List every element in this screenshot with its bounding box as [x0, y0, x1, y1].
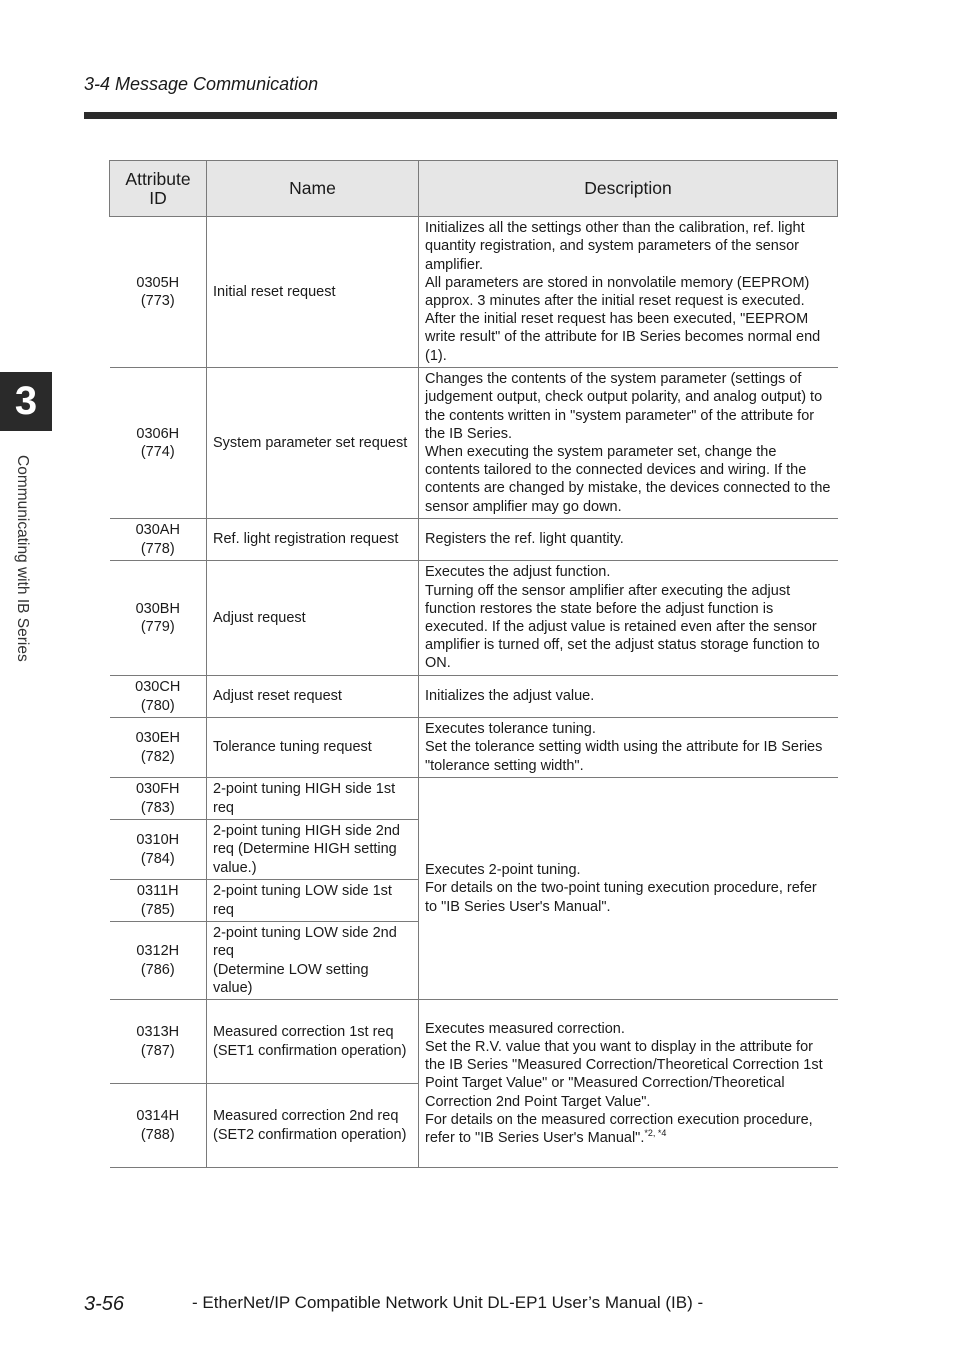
attribute-id-cell: 030FH (783) [110, 778, 207, 820]
table-row [110, 561, 838, 676]
table-row [110, 1000, 838, 1084]
measured-correction-text: Executes measured correction. Set the R.V. value that you want to display in the attribute for the IB Series "Measured Correction/Theoretical Correction 1st Point Target Value" or "Measured Correction/Theoretical Correction 2nd Point Target Value". For details on the measured correction execution procedure, refer to "IB Series User's Manual". [425, 1020, 823, 1146]
name-cell: Initial reset request [207, 217, 419, 368]
header-attribute-id: Attribute ID [110, 161, 207, 217]
name-cell: Adjust request [207, 561, 419, 676]
attribute-id-cell: 0311H (785) [110, 880, 207, 922]
description-cell: Initializes all the settings other than the calibration, ref. light quantity registration, and system parameters of the sensor amplifier. All parameters are stored in nonvolatile memory (EEPROM) approx. 3 minutes after the initial reset request is executed. After the initial reset request has been executed, "EEPROM write result" of the attribute for IB Series becomes normal end (1). [419, 217, 838, 368]
table-row [110, 368, 838, 519]
attribute-id-cell: 0305H (773) [110, 217, 207, 368]
description-cell: Changes the contents of the system parameter (settings of judgement output, check output polarity, and analog output) to the contents written in "system parameter" of the attribute for the IB Series. When executing the system parameter set, change the contents tailored to the connected devices and wiring. If the contents are changed by mistake, the devices connected to the sensor amplifier may go down. [419, 368, 838, 519]
attribute-id-cell: 030BH (779) [110, 561, 207, 676]
footnote-ref: *2, *4 [644, 1128, 667, 1139]
chapter-side-label: Communicating with IB Series [14, 455, 31, 662]
description-cell: Executes tolerance tuning. Set the tolerance setting width using the attribute for IB Series "tolerance setting width". [419, 718, 838, 778]
table-row [110, 676, 838, 718]
description-cell-two-point-tuning: Executes 2-point tuning. For details on the two-point tuning execution procedure, refer to "IB Series User's Manual". [419, 778, 838, 1000]
name-cell: 2-point tuning HIGH side 1st req [207, 778, 419, 820]
attribute-id-cell: 0314H (788) [110, 1084, 207, 1168]
table-row [110, 217, 838, 368]
table-row [110, 778, 838, 820]
table-row [110, 519, 838, 561]
description-cell: Initializes the adjust value. [419, 676, 838, 718]
attribute-id-cell: 030EH (782) [110, 718, 207, 778]
header-name: Name [207, 161, 419, 217]
attribute-table [109, 160, 838, 1168]
header-rule [84, 112, 837, 119]
page-number: 3-56 [84, 1293, 125, 1315]
name-cell: Measured correction 1st req (SET1 confirmation operation) [207, 1000, 419, 1084]
chapter-tab: 3 [0, 372, 52, 431]
name-cell: Tolerance tuning request [207, 718, 419, 778]
table-header-row [110, 161, 838, 217]
table-row [110, 718, 838, 778]
attribute-id-cell: 0306H (774) [110, 368, 207, 519]
name-cell: 2-point tuning LOW side 2nd req (Determine LOW setting value) [207, 922, 419, 1000]
name-cell: Measured correction 2nd req (SET2 confirmation operation) [207, 1084, 419, 1168]
name-cell: 2-point tuning HIGH side 2nd req (Determine HIGH setting value.) [207, 820, 419, 880]
name-cell: 2-point tuning LOW side 1st req [207, 880, 419, 922]
description-cell: Executes the adjust function. Turning off the sensor amplifier after executing the adjust function restores the state before the adjust function is executed. If the adjust value is retained even after the sensor amplifier is turned off, set the adjust status storage function to ON. [419, 561, 838, 676]
attribute-id-cell: 0310H (784) [110, 820, 207, 880]
name-cell: Adjust reset request [207, 676, 419, 718]
name-cell: Ref. light registration request [207, 519, 419, 561]
manual-title: - EtherNet/IP Compatible Network Unit DL-EP1 User’s Manual (IB) - [192, 1293, 704, 1312]
section-title: 3-4 Message Communication [84, 74, 319, 94]
header-description: Description [419, 161, 838, 217]
attribute-id-cell: 0312H (786) [110, 922, 207, 1000]
attribute-id-cell: 030CH (780) [110, 676, 207, 718]
description-cell-measured-correction [419, 1000, 838, 1168]
attribute-id-cell: 0313H (787) [110, 1000, 207, 1084]
attribute-id-cell: 030AH (778) [110, 519, 207, 561]
description-cell: Registers the ref. light quantity. [419, 519, 838, 561]
name-cell: System parameter set request [207, 368, 419, 519]
